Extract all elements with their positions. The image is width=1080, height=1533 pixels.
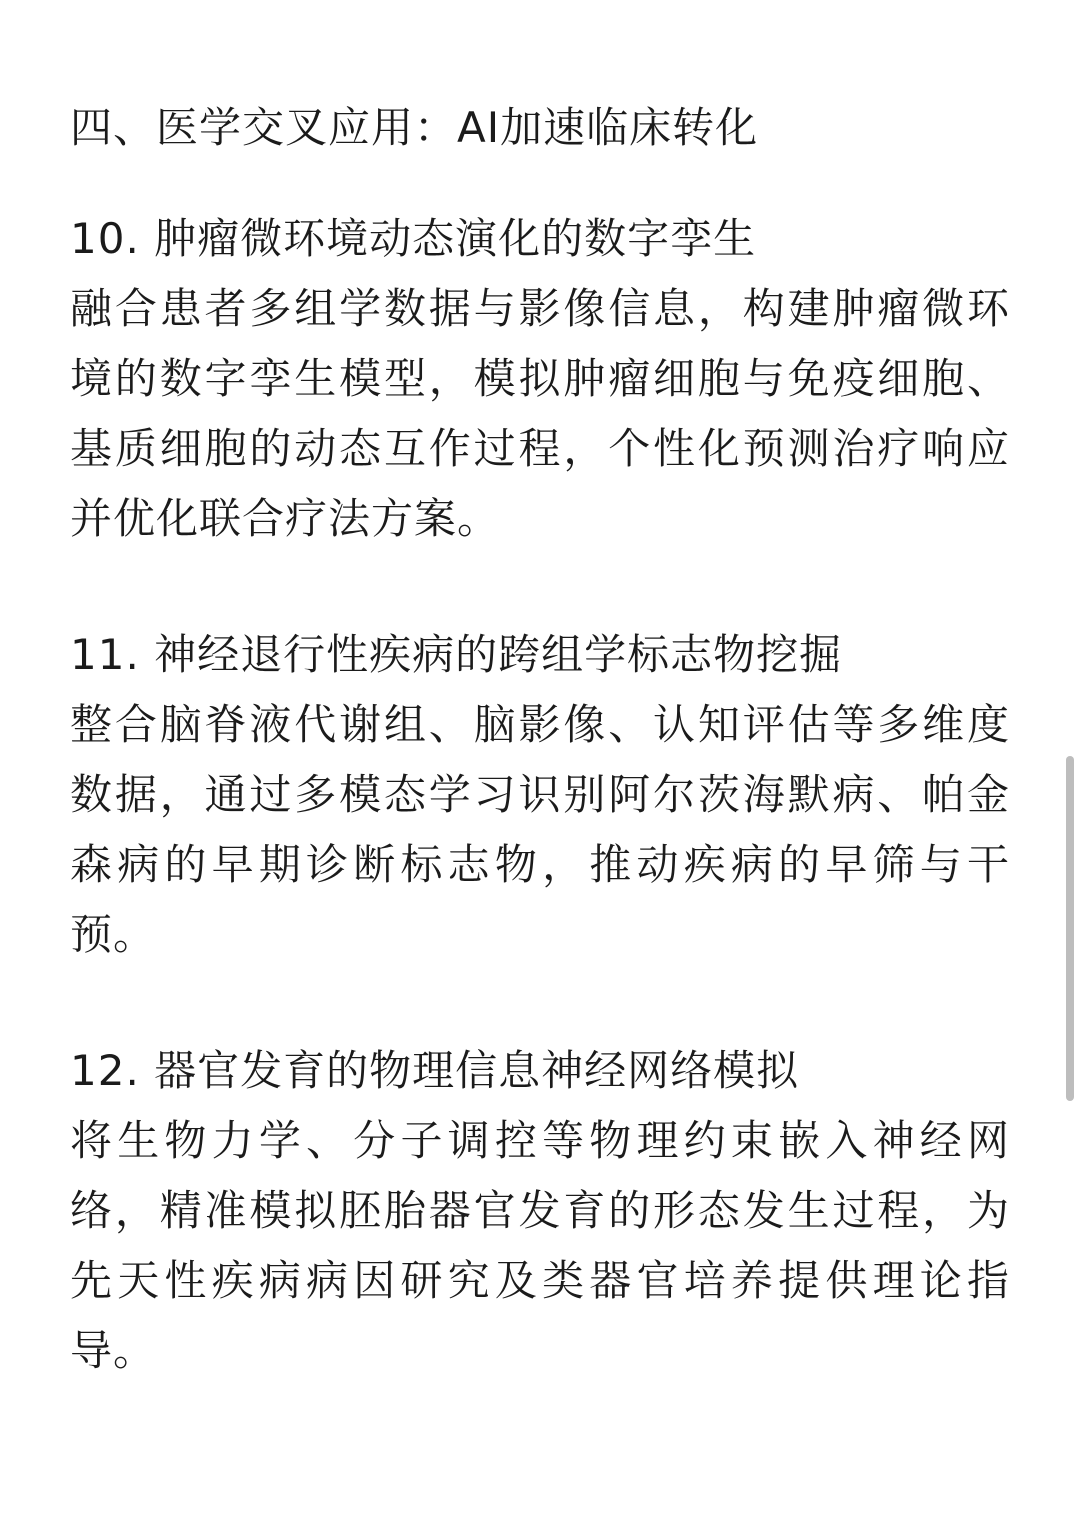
item-title: 10. 肿瘤微环境动态演化的数字孪生 xyxy=(70,214,757,263)
clipped-previous-text-line xyxy=(70,0,1010,6)
list-item xyxy=(70,204,1010,554)
item-description: 将生物力学、分子调控等物理约束嵌入神经网络，精准模拟胚胎器官发育的形态发生过程，为先天性疾病病因研究及类器官培养提供理论指导。 xyxy=(70,1116,1010,1375)
list-item xyxy=(70,620,1010,970)
item-title: 12. 器官发育的物理信息神经网络模拟 xyxy=(70,1046,800,1095)
item-description: 整合脑脊液代谢组、脑影像、认知评估等多维度数据，通过多模态学习识别阿尔茨海默病、帕金森病的早期诊断标志物，推动疾病的早筛与干预。 xyxy=(70,700,1010,959)
vertical-scrollbar[interactable] xyxy=(1064,0,1074,1533)
list-item xyxy=(70,1036,1010,1386)
item-description: 融合患者多组学数据与影像信息，构建肿瘤微环境的数字孪生模型，模拟肿瘤细胞与免疫细胞、基质细胞的动态互作过程，个性化预测治疗响应并优化联合疗法方案。 xyxy=(70,284,1010,543)
section-heading: 四、医学交叉应用：AI加速临床转化 xyxy=(70,103,759,152)
article-content xyxy=(70,96,1010,1452)
item-title: 11. 神经退行性疾病的跨组学标志物挖掘 xyxy=(70,630,843,679)
scrollbar-thumb[interactable] xyxy=(1066,756,1074,1101)
